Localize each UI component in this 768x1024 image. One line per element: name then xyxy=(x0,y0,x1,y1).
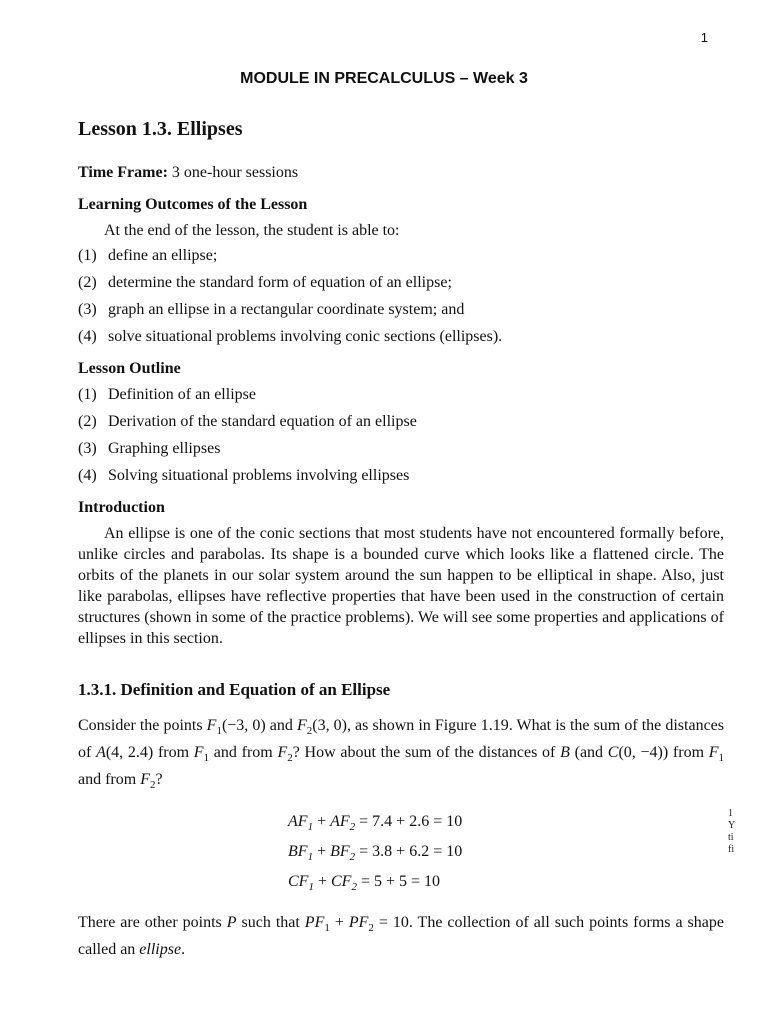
time-frame-label: Time Frame: xyxy=(78,164,168,181)
text-run: = 10. The collection of all such points forms a shape called an xyxy=(78,914,724,959)
equation-rhs: = 3.8 + 6.2 = 10 xyxy=(355,842,463,860)
section-heading: 1.3.1. Definition and Equation of an Ellipse xyxy=(78,680,391,699)
equation-rhs: = 5 + 5 = 10 xyxy=(356,872,441,890)
point-label: F xyxy=(140,771,150,789)
item-number: (1) xyxy=(78,386,97,403)
cropped-side-text xyxy=(728,808,740,856)
page-number: 1 xyxy=(700,30,708,45)
list-item xyxy=(78,465,724,487)
item-number: (2) xyxy=(78,413,97,430)
text-fragment: fi xyxy=(728,844,735,855)
section-paragraph xyxy=(78,912,724,960)
text-fragment: Y xyxy=(728,820,736,831)
point-label: A xyxy=(330,812,340,830)
learning-outcomes-heading: Learning Outcomes of the Lesson xyxy=(78,196,308,213)
item-text: solve situational problems involving conic sections (ellipses). xyxy=(108,328,503,345)
math-term: PF xyxy=(304,914,325,932)
equation: $BF_1 + BF_2 = 3.8 + 6.2 = 10$ xyxy=(288,842,463,863)
list-item xyxy=(78,411,724,433)
item-number: (4) xyxy=(78,467,97,484)
point-label: F xyxy=(277,744,288,762)
point-label: P xyxy=(226,914,237,932)
subscript: 1 xyxy=(718,752,725,765)
equation-rhs: = 7.4 + 2.6 = 10 xyxy=(355,812,463,830)
lesson-outline-heading: Lesson Outline xyxy=(78,360,181,377)
text-run: Consider the points xyxy=(78,717,207,734)
point-label: A xyxy=(96,744,106,762)
item-number: (3) xyxy=(78,301,97,318)
point-label: B xyxy=(288,842,298,860)
point-label: B xyxy=(560,744,570,762)
item-number: (4) xyxy=(78,328,97,345)
point-label: F xyxy=(708,744,719,762)
text-run: (3, 0), as shown in Figure 1.19. What is the sum of the distances of xyxy=(78,717,725,762)
item-text: graph an ellipse in a rectangular coordinate system; and xyxy=(108,301,465,318)
text-run: (4, 2.4) from xyxy=(105,744,194,762)
text-fragment: 1 xyxy=(728,808,733,819)
learning-outcomes-intro: At the end of the lesson, the student is able to: xyxy=(104,222,400,239)
learning-outcomes-list xyxy=(78,245,724,348)
text-run: and from xyxy=(209,744,278,762)
point-label: C xyxy=(330,872,342,890)
list-item xyxy=(78,438,724,460)
text-run: such that xyxy=(236,914,305,932)
point-label: C xyxy=(607,744,619,762)
point-label: F xyxy=(206,717,217,734)
point-label: F xyxy=(193,744,204,762)
introduction-heading: Introduction xyxy=(78,499,165,516)
text-run: + xyxy=(329,914,349,932)
point-label: C xyxy=(288,872,299,890)
document-body xyxy=(78,118,724,960)
time-frame-value: 3 one-hour sessions xyxy=(171,164,299,181)
text-run: (and xyxy=(569,744,608,762)
list-item xyxy=(78,272,724,294)
subscript: 2 xyxy=(149,779,156,792)
equation-block xyxy=(288,811,724,899)
text-run: There are other points xyxy=(78,914,227,932)
introduction-paragraph: An ellipse is one of the conic sections that most students have not encountered formally before, unlike circles and parabolas. Its shape is a bounded curve which looks like a flattened circle. The orbits of the planets in our solar system around the sun happen to be elliptical in shape. Also, just like parabolas, ellipses have reflective properties that have been used in the construction of certain structures (shown in some of the practice problems). We will see some properties and applications of ellipses in this section. xyxy=(78,525,724,647)
equation: $AF_1 + AF_2 = 7.4 + 2.6 = 10$ xyxy=(288,812,463,833)
point-label: F xyxy=(296,717,307,734)
list-item xyxy=(78,299,724,321)
text-run: ? xyxy=(155,771,163,789)
item-number: (1) xyxy=(78,247,97,264)
text-run: . xyxy=(181,941,186,959)
lesson-outline-list xyxy=(78,384,724,487)
item-text: determine the standard form of equation of an ellipse; xyxy=(108,274,452,291)
text-fragment: ti xyxy=(728,832,734,843)
emphasis-term: ellipse xyxy=(139,941,182,959)
point-label: B xyxy=(330,842,340,860)
section-paragraph xyxy=(78,715,724,797)
list-item xyxy=(78,384,724,406)
point-label: A xyxy=(288,812,298,830)
text-run: and from xyxy=(78,771,141,789)
time-frame xyxy=(78,162,724,184)
equation: $CF_1 + CF_2 = 5 + 5 = 10$ xyxy=(288,872,441,894)
item-number: (3) xyxy=(78,440,97,457)
subscript: 1 xyxy=(216,725,222,738)
item-text: Solving situational problems involving ellipses xyxy=(108,467,410,484)
text-run: ? How about the sum of the distances of xyxy=(292,744,561,762)
list-item xyxy=(78,245,724,267)
text-run: (−3, 0) and xyxy=(221,717,297,734)
item-text: Definition of an ellipse xyxy=(108,386,256,403)
item-number: (2) xyxy=(78,274,97,291)
item-text: Graphing ellipses xyxy=(108,440,221,457)
item-text: define an ellipse; xyxy=(108,247,218,264)
text-run: (0, −4)) from xyxy=(618,744,709,762)
subscript: 2 xyxy=(368,922,374,935)
list-item xyxy=(78,326,724,348)
subscript: 1 xyxy=(203,752,210,765)
module-title: MODULE IN PRECALCULUS – Week 3 xyxy=(240,70,528,87)
subscript: 2 xyxy=(287,752,293,765)
lesson-title: Lesson 1.3. Ellipses xyxy=(78,118,243,140)
subscript: 1 xyxy=(324,922,330,935)
item-text: Derivation of the standard equation of an ellipse xyxy=(108,413,417,430)
math-term: PF xyxy=(348,914,369,932)
subscript: 2 xyxy=(306,725,313,738)
